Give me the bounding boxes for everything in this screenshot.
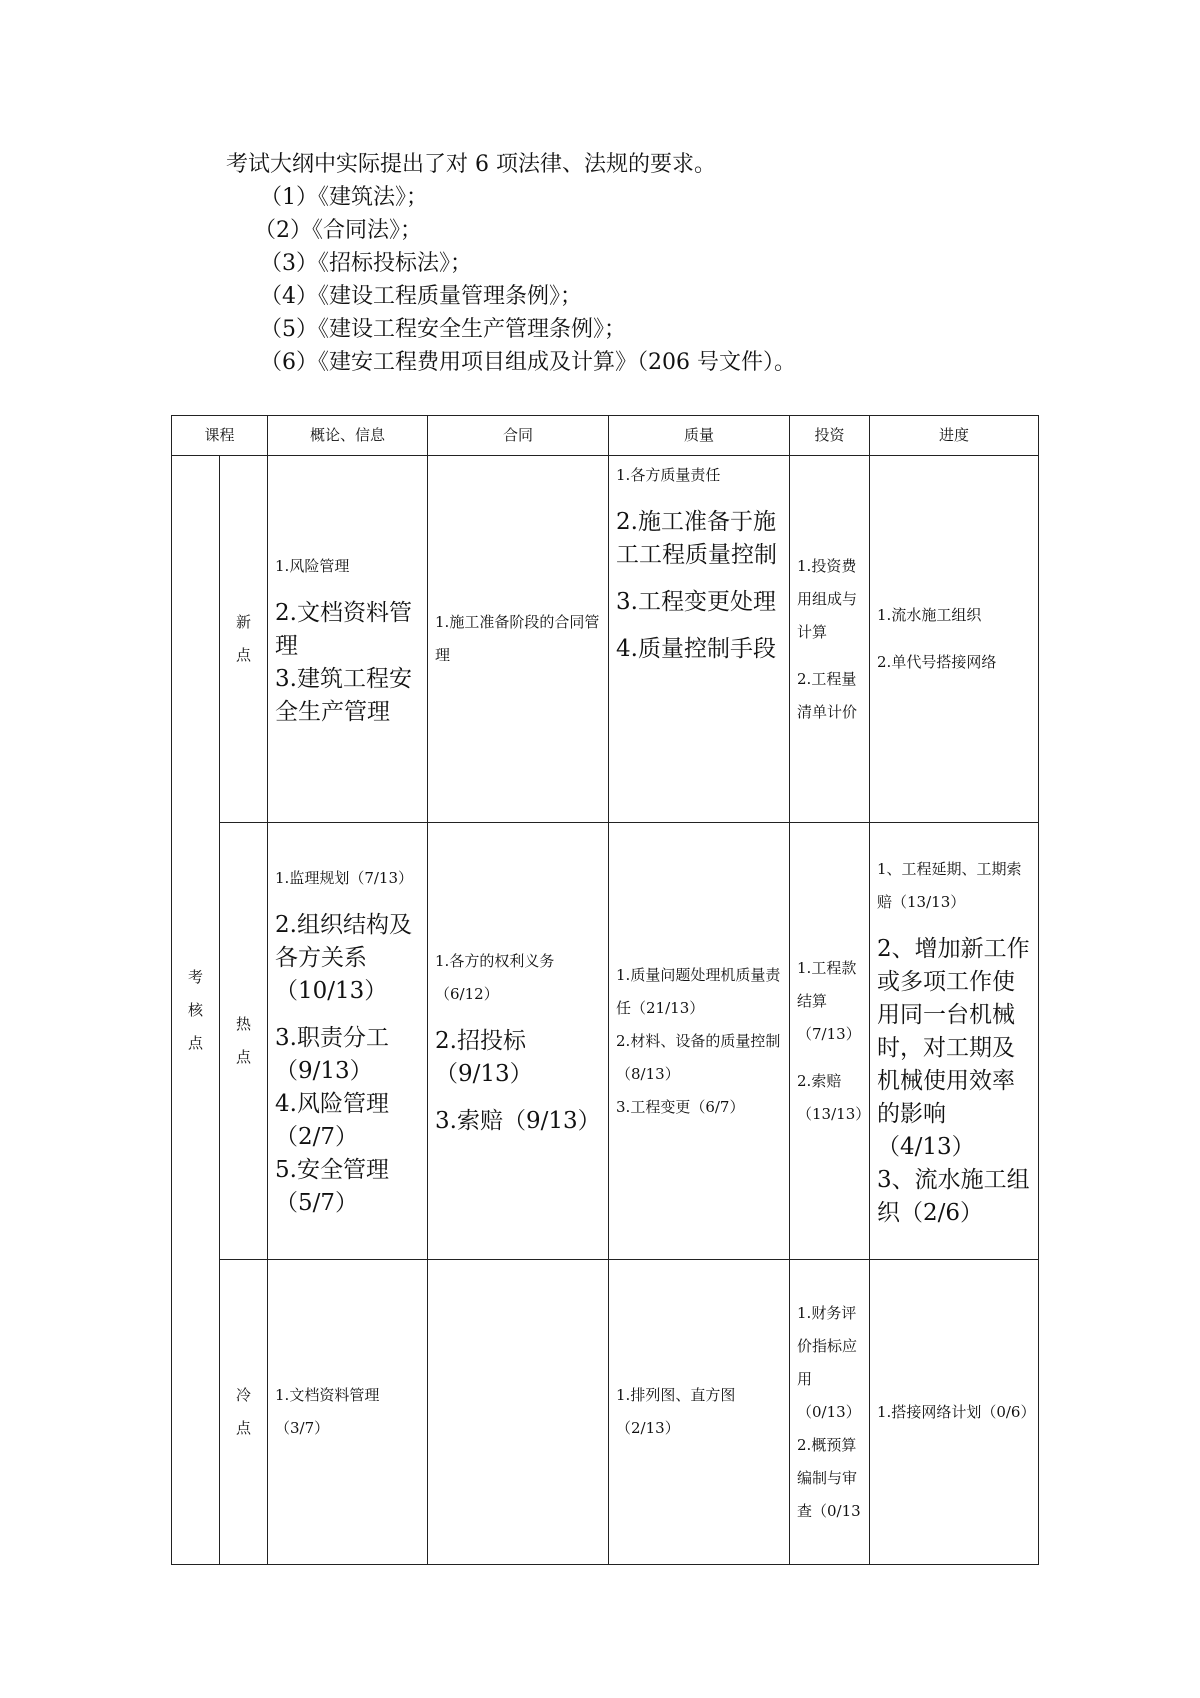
table-row-new [172, 456, 1039, 823]
cell-contract-new: 1.施工准备阶段的合同管理 [428, 456, 609, 823]
row-label-hot: 热 点 [220, 823, 268, 1260]
law-item: （2）《合同法》； [254, 218, 422, 243]
header-row [172, 416, 1039, 456]
cell-quality-cold: 1.排列图、直方图（2/13） [609, 1260, 790, 1565]
law-item: （4）《建设工程质量管理条例》； [260, 284, 582, 309]
cell-quality-new: 1.各方质量责任 2.施工准备于施工工程质量控制 3.工程变更处理 4.质量控制手段 [609, 456, 790, 823]
cell-investment-cold: 1.财务评价指标应用（0/13） 2.概预算编制与审查（0/13 [790, 1260, 870, 1565]
header-course: 课程 [172, 416, 268, 456]
cell-overview-cold: 1.文档资料管理（3/7） [268, 1260, 428, 1565]
cell-overview-new: 1.风险管理 2.文档资料管理 3.建筑工程安全生产管理 [268, 456, 428, 823]
header-quality: 质量 [609, 416, 790, 456]
row-label-new: 新 点 [220, 456, 268, 823]
header-investment: 投资 [790, 416, 870, 456]
intro-section [226, 148, 796, 379]
cell-contract-cold [428, 1260, 609, 1565]
law-item: （6）《建安工程费用项目组成及计算》（206 号文件）。 [260, 350, 796, 375]
row-label-cold: 冷 点 [220, 1260, 268, 1565]
cell-quality-hot: 1.质量问题处理机质量责任（21/13） 2.材料、设备的质量控制（8/13） 3.工程变更（6/7） [609, 823, 790, 1260]
exam-points-table [171, 415, 1039, 1565]
cell-schedule-cold: 1.搭接网络计划（0/6） [870, 1260, 1039, 1565]
cell-schedule-hot: 1、工程延期、工期索赔（13/13） 2、增加新工作或多项工作使用同一台机械时，对工期及机械使用效率的影响（4/13） 3、流水施工组织（2/6） [870, 823, 1039, 1260]
cell-investment-hot: 1.工程款结算（7/13） 2.索赔（13/13） [790, 823, 870, 1260]
table-row-hot [172, 823, 1039, 1260]
cell-contract-hot: 1.各方的权利义务（6/12） 2.招投标（9/13） 3.索赔（9/13） [428, 823, 609, 1260]
cell-overview-hot: 1.监理规划（7/13） 2.组织结构及各方关系（10/13） 3.职责分工（9/13） 4.风险管理（2/7） 5.安全管理（5/7） [268, 823, 428, 1260]
header-overview: 概论、信息 [268, 416, 428, 456]
header-schedule: 进度 [870, 416, 1039, 456]
law-item: （1）《建筑法》； [260, 185, 428, 210]
side-label-exam-points: 考 核 点 [172, 456, 220, 1565]
intro-lead: 考试大纲中实际提出了对 6 项法律、法规的要求。 [226, 152, 716, 177]
cell-schedule-new: 1.流水施工组织 2.单代号搭接网络 [870, 456, 1039, 823]
table-row-cold [172, 1260, 1039, 1565]
header-contract: 合同 [428, 416, 609, 456]
cell-investment-new: 1.投资费用组成与计算 2.工程量清单计价 [790, 456, 870, 823]
law-item: （5）《建设工程安全生产管理条例》； [260, 317, 626, 342]
law-item: （3）《招标投标法》； [260, 251, 472, 276]
